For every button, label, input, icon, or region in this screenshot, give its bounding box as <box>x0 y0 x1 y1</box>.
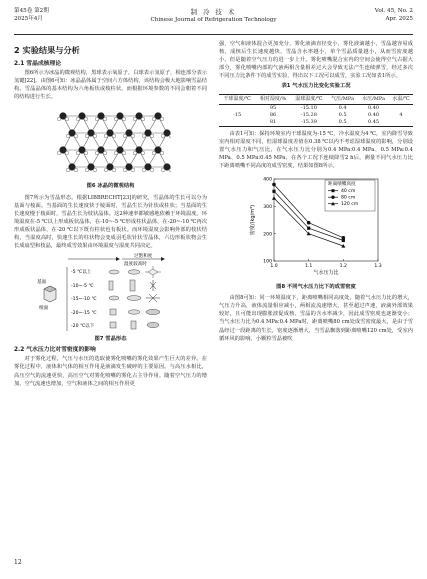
x-tick-label: 1.1 <box>305 264 313 270</box>
table-header-cell: 湿球温度/℃ <box>291 94 327 104</box>
figure-7-snow-morphology <box>36 253 186 333</box>
hydrogen-atom <box>84 118 88 122</box>
table-header-row <box>219 94 413 104</box>
x-tick-label: 1.0 <box>270 264 278 270</box>
figure-7-caption: 图7 雪晶形态 <box>94 336 127 343</box>
table-cell <box>219 104 255 112</box>
hydrogen-atom <box>141 152 145 156</box>
paragraph: 图7所示为雪晶形态。根据LIBBRECHT[23]的研究，雪晶体的生长可以分为基面与棱面。当基面的生长速度快于棱面时，雪晶生长为针状或柱状；当基面的生长速度慢于棱面时，雪晶生长为枝状晶体。这2种速率都敏感地依赖于环境温度。环境温度在-5 ℃以上形成板状晶体，在-10~-5 ℃形成柱状晶体，在-20~-10 ℃再次形成板状晶体，在-20 ℃以下既有柱状也有板状。而环境湿度会影响外部的枝状结构，当湿度高时，快速生长的柱状物会变成羽毛状针状雪晶体，六边形板状物会生长成扇型和枝晶，最终成雪效果由环境温度与湿度共同决定。 <box>14 194 208 250</box>
hydrogen-atom <box>169 169 171 173</box>
figure-6-caption: 图6 冰晶的微观结构 <box>86 183 135 190</box>
paragraph: 图6所示为冰晶的微观结构，黑球表示氧原子，白球表示氢原子，相连部分表示氢键[22]。由图6可知：冰晶晶体属于空间六方体结构，该结构会极大地影响雪晶结构。雪晶晶体的基本结构为六角板状或棱柱状，而根据环境参数的不同会朝着不同的结构进行生长。 <box>14 70 207 101</box>
subsection-heading-2: 2.2 气水压力比对雪密度的影响 <box>14 347 96 354</box>
humidity-label: 湿度较高时 <box>123 262 147 268</box>
plate-crystal-row-3 <box>109 294 160 302</box>
temp-label-5: -20 ℃以下 <box>70 324 94 330</box>
hydrogen-atom <box>161 169 165 173</box>
hydrogen-atom <box>161 135 165 139</box>
hydrogen-atom <box>84 152 88 156</box>
header-rule <box>14 34 413 35</box>
prism-label: 棱面 <box>38 306 48 312</box>
table-header-cell: 气压/MPa <box>327 94 358 104</box>
hydrogen-atom <box>114 152 118 156</box>
paragraph: 强，空气和液体混合更加充分，雾化液滴直径变小，雾化液滴越小，雪晶越容易成核，成核后生长速度越快，雪晶含水率越小，单个雪晶质量越小，从而雪密度越小。但是随着空气压力的进一步上升，雾化喷嘴混合室内的空间会使得空气占据大部分，雾化喷嘴内部的气液两相含量相差过大会导致无法产生连续弹雪，经过多次不同压力比条件下的成雪实验，得出以下工况可以成雪，实验工况如表1所示。 <box>219 41 413 80</box>
hydrogen-atom <box>57 118 61 122</box>
hydrogen-atom <box>169 135 171 139</box>
hydrogen-atom <box>95 152 99 156</box>
hydrogen-atom <box>85 169 89 173</box>
table-cell <box>389 104 413 112</box>
y-axis-label: 密度/(kg/m³) <box>250 204 256 236</box>
paragraph: 由表1可知：保持环境室内干球温度为-15 ℃，冷水温度为4 ℃，室内降雪导致室内相对湿度不同，但湿球温度差值在0.38 ℃以内不考虑湿球温度的影响，分别设置气水压力和气压比，在气水压力比分别为0.4 MPa:0.4 MPa、0.5 MPa:0.4 MPa、0.5 MPa:0.45 MPa，在各个工况下连续降雪2 h后，测量不同气水压力比下距离喷嘴不同高度的成雪密度，结果如图8所示。 <box>219 130 413 169</box>
subsection-heading-1: 2.1 雪晶成核理论 <box>14 61 62 68</box>
hydrogen-atom <box>160 118 164 122</box>
data-point <box>272 190 275 193</box>
data-point <box>272 183 276 187</box>
table-cell <box>219 119 255 127</box>
hydrogen-atom <box>150 169 154 173</box>
mixed-crystal-row-5 <box>110 321 159 329</box>
x-tick-label: 1.3 <box>374 264 382 270</box>
paragraph: 对于雾化过程，气压与水压的选取使雾化喷嘴的雾化效果产生巨大的差异。在雾化过程中，液体和气体的相互作用是液滴发生破碎的主要原因。与高压水相比，高压空气的流速更快，高压空气对雾化喷嘴的雾化占主导作用。随着空气压力的增加，空气流速也增加，空气和液体之间的相互作用更 <box>14 356 207 387</box>
table-cell: 0.40 <box>367 104 380 111</box>
y-tick-label: 200 <box>263 232 272 238</box>
issue-date-en: Apr. 2025 <box>385 15 413 22</box>
paragraph: 由图8可知：同一环境温度下，距离喷嘴相同高度处，随着气水压力比的增大，气压力升高，液体流量相应减小，两相流流速增大，甚至超过声速，液滴外部效果较好，且可能出现膨胀波促成核，雪晶的含水率减少，因此成雪密度也逐渐变小；当气水压力比为0.4 MPa:0.4 MPa时，距离喷嘴80 cm处成雪密度最大，是由于雪晶经过一段距离的生长，密度逐渐增大，当雪晶飘落到距离喷嘴120 cm处，受室内循环风的影响，小颗粒雪晶被吹 <box>219 295 413 342</box>
hydrogen-atom <box>131 135 135 139</box>
table-row <box>219 104 413 112</box>
hydrogen-atom <box>133 152 137 156</box>
table-cell: 0.5 <box>327 119 358 127</box>
reference-prism <box>44 286 56 302</box>
left-column <box>14 40 207 388</box>
plate-crystal-row-1 <box>109 266 161 278</box>
legend-title: 距离喷嘴高度 <box>328 182 356 188</box>
supersaturation-label: 过饱和度 <box>133 254 152 260</box>
snow-crystal-diagram <box>36 253 186 333</box>
hydrogen-atom <box>123 135 127 139</box>
journal-title-cn: 制 冷 技 术 <box>190 8 237 16</box>
hydrogen-atom <box>150 135 154 139</box>
temp-label-3: -15~-10 ℃ <box>70 297 96 303</box>
hydrogen-atom <box>112 169 116 173</box>
table-header-cell: 干球温度/℃ <box>219 94 255 104</box>
page-number: 12 <box>14 559 22 566</box>
y-tick-label: 300 <box>263 204 272 210</box>
table-cell: -15.10 <box>300 104 317 111</box>
ice-lattice-illustration <box>51 104 171 180</box>
mixed-crystal-row-4 <box>110 309 160 315</box>
basal-label: 基面 <box>36 280 46 286</box>
table-row <box>219 119 413 127</box>
figure-8-caption: 图8 不同气水压力比下的成雪密度 <box>276 284 356 291</box>
hydrogen-atom <box>57 152 61 156</box>
table-cell: 0.4 <box>338 104 347 111</box>
table-cell: 86 <box>269 111 277 118</box>
y-tick-label: 100 <box>263 259 272 265</box>
hydrogen-atom <box>131 169 135 173</box>
table-cell: 0.40 <box>367 111 380 118</box>
legend-entry: 40 cm <box>341 189 356 195</box>
issue-date: 2025年4月 <box>14 15 43 22</box>
legend-entry: 80 cm <box>341 195 356 201</box>
figure-8-chart <box>246 173 386 281</box>
hydrogen-atom <box>103 152 107 156</box>
figure-6-ice-structure <box>51 104 171 180</box>
hydrogen-atom <box>95 118 99 122</box>
temp-label-4: -20~-15 ℃ <box>70 311 96 317</box>
hydrogen-atom <box>141 118 145 122</box>
x-tick-label: 1.2 <box>339 264 347 270</box>
table-header-cell: 相对湿度/% <box>255 94 290 104</box>
hydrogen-atom <box>122 118 126 122</box>
journal-title-en: Chinese Journal of Refrigeration Technology <box>150 16 277 23</box>
hydrogen-atom <box>103 118 107 122</box>
table-cell: -15.39 <box>291 119 327 127</box>
hydrogen-atom <box>65 118 69 122</box>
data-point <box>342 236 346 240</box>
hydrogen-atom <box>74 169 78 173</box>
volume: Vol. 45, No. 2 <box>374 8 413 14</box>
table-cell: 95 <box>269 104 277 111</box>
experiment-conditions-table <box>219 94 413 127</box>
header-center <box>14 8 413 24</box>
temp-label-2: -10~-5 ℃ <box>70 284 94 290</box>
table-cell: -15.28 <box>300 111 317 118</box>
table-cell: 0.5 <box>338 111 347 118</box>
table-row <box>219 112 413 119</box>
hydrogen-atom <box>76 152 80 156</box>
hydrogen-atom <box>104 169 108 173</box>
data-point <box>307 227 310 230</box>
table-cell: 0.45 <box>358 119 389 127</box>
table-cell: -15 <box>233 111 242 118</box>
issue-number: 第45卷 第2期 <box>14 8 49 14</box>
table-cell: 4 <box>399 111 403 118</box>
right-column <box>219 40 413 343</box>
legend-marker <box>331 196 334 199</box>
table-header-cell: 水压/MPa <box>358 94 389 104</box>
hydrogen-atom <box>93 135 97 139</box>
hydrogen-atom <box>142 135 146 139</box>
hydrogen-atom <box>65 152 69 156</box>
y-tick-label: 400 <box>263 177 272 183</box>
legend-entry: 120 cm <box>341 202 359 208</box>
hydrogen-atom <box>152 152 156 156</box>
data-point <box>272 196 276 200</box>
section-heading: 2 实验结果与分析 <box>14 45 80 55</box>
hydrogen-atom <box>85 135 89 139</box>
hydrogen-atom <box>152 118 156 122</box>
legend-marker <box>332 189 335 192</box>
data-point <box>307 221 311 225</box>
hydrogen-atom <box>142 169 146 173</box>
column-crystal-row-2 <box>109 280 156 291</box>
hydrogen-atom <box>123 169 127 173</box>
hydrogen-atom <box>114 118 118 122</box>
hydrogen-atom <box>122 152 126 156</box>
density-line-chart <box>246 173 386 281</box>
hydrogen-atom <box>76 118 80 122</box>
hydrogen-atom <box>112 135 116 139</box>
table-cell <box>389 119 413 127</box>
hydrogen-atom <box>104 135 108 139</box>
hydrogen-atom <box>160 152 164 156</box>
table-1-caption: 表1 气水压力比变化实验工况 <box>281 83 351 90</box>
hydrogen-atom <box>66 135 70 139</box>
hydrogen-atom <box>74 135 78 139</box>
x-axis-label: 气水压力比 <box>313 270 339 277</box>
hydrogen-atom <box>133 118 137 122</box>
hydrogen-atom <box>66 169 70 173</box>
hydrogen-atom <box>93 169 97 173</box>
running-header <box>14 8 413 34</box>
table-cell: 81 <box>255 119 290 127</box>
temp-label-1: -5 ℃以上 <box>70 270 91 276</box>
table-header-cell: 水温/℃ <box>389 94 413 104</box>
header-right <box>375 8 413 23</box>
